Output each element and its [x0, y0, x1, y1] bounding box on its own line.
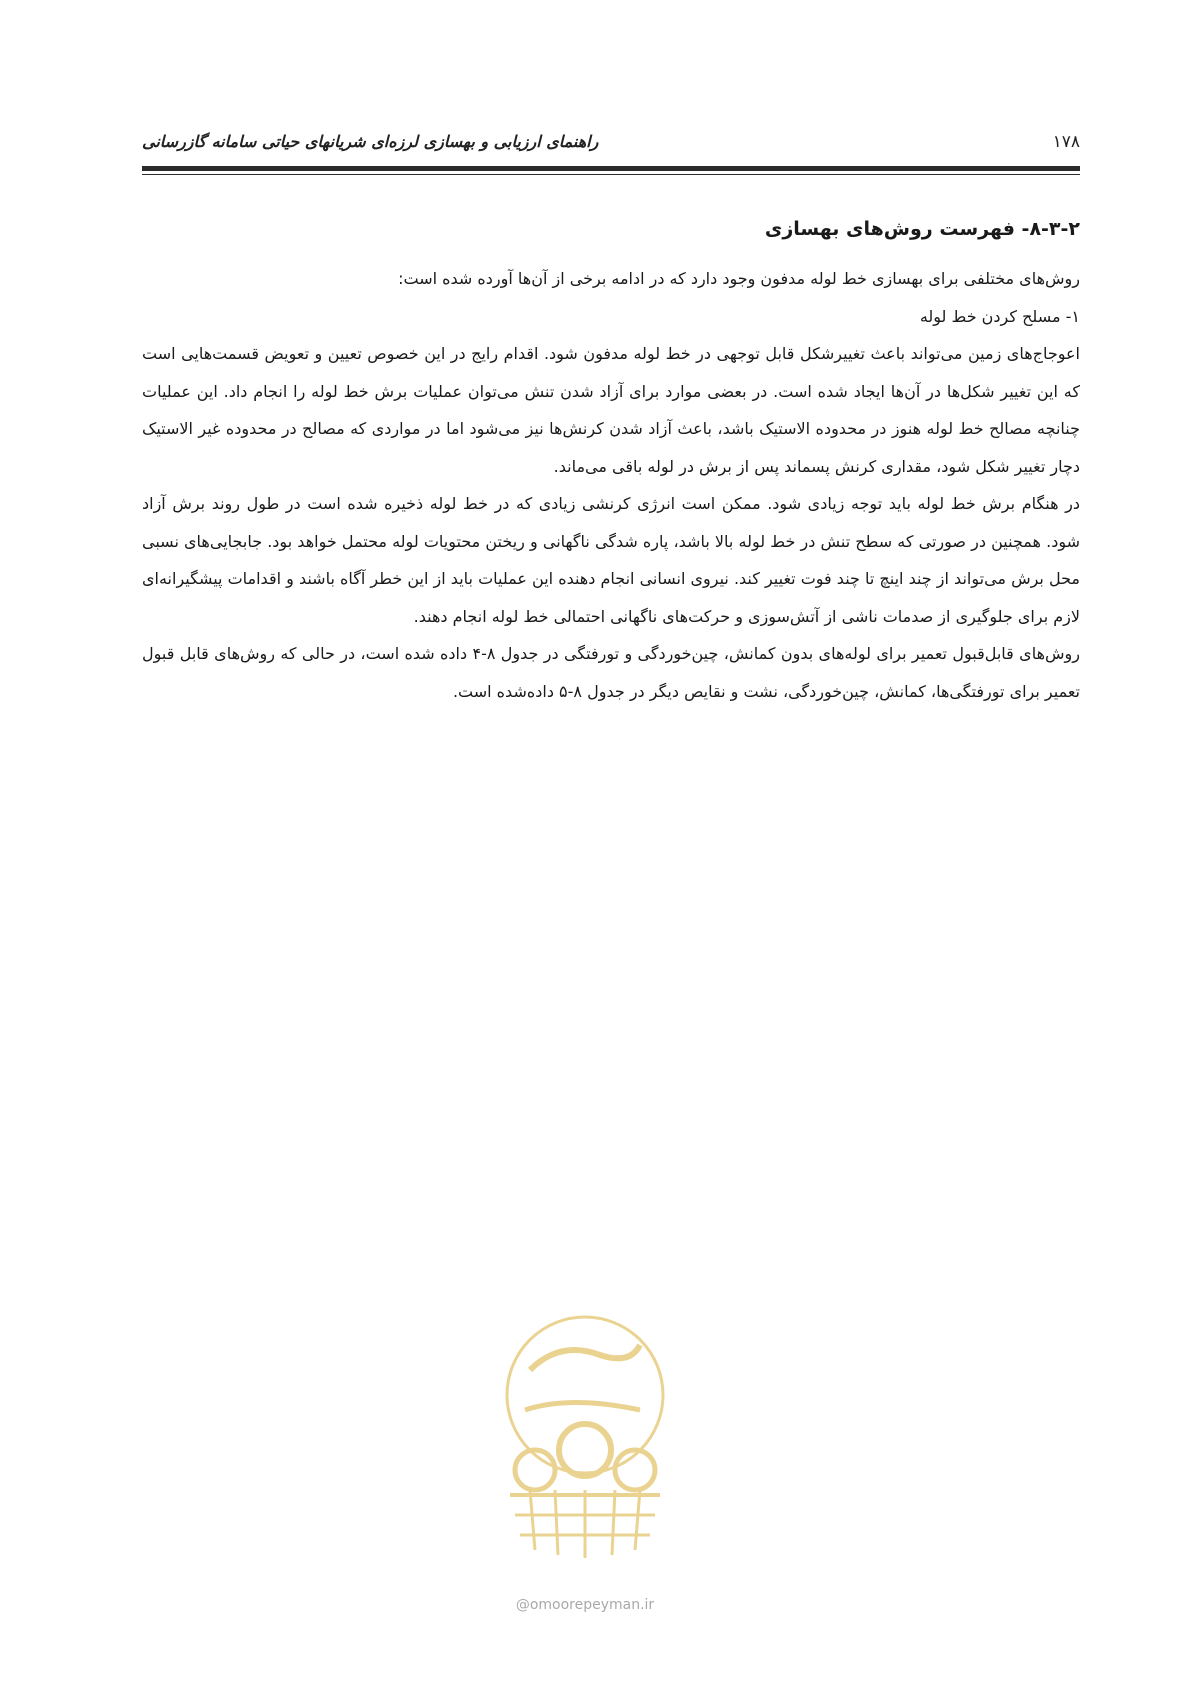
header-rule-thin — [142, 174, 1080, 175]
body-paragraph: در هنگام برش خط لوله باید توجه زیادی شود. ممکن است انرژی کرنشی زیادی که در خط لوله ذخیره شده است در طول روند برش آزاد شود. همچنین در صورتی که سطح تنش در خط لوله بالا باشد، پاره شدگی ناگهانی و ریختن محتویات لوله محتمل خواهد بود. جابجایی‌های نسبی محل برش می‌تواند از چند اینچ تا چند فوت تغییر کند. نیروی انسانی انجام دهنده این عملیات باید از این خطر آگاه باشند و اقدامات پیشگیرانه‌ای لازم برای جلوگیری از صدمات ناشی از آتش‌سوزی و حرکت‌های ناگهانی احتمالی خط لوله انجام دهند. — [142, 494, 1080, 626]
running-title: راهنمای ارزیابی و بهسازی لرزه‌ای شریانهای حیاتی سامانه گازرسانی — [142, 132, 599, 151]
intro-paragraph: روش‌های مختلفی برای بهسازی خط لوله مدفون وجود دارد که در ادامه برخی از آن‌ها آورده شده است: — [398, 269, 1080, 288]
running-header — [142, 128, 1080, 158]
list-item: ۱- مسلح کردن خط لوله — [919, 306, 1080, 326]
at-icon: @ — [515, 1597, 530, 1613]
watermark-caption: @omoorepeyman.ir — [515, 1597, 655, 1613]
body-paragraph: اعوجاج‌های زمین می‌تواند باعث تغییرشکل قابل توجهی در خط لوله مدفون شود. اقدام رایج در این خصوص تعیین و تعویض قسمت‌هایی است که این تغییر شکل‌ها در آن‌ها ایجاد شده است. در بعضی موارد برای آزاد شدن تنش می‌توان عملیات برش خط لوله را انجام داد. این عملیات چنانچه مصالح خط لوله هنوز در محدوده الاستیک باشد، باعث آزاد شدن کرنش‌ها نیز می‌شود اما در مواردی که مصالح در محدوده غیر الاستیک دچار تغییر شکل شود، مقداری کرنش پسماند پس از برش در لوله باقی می‌ماند. — [142, 344, 1080, 476]
watermark-logo-svg — [490, 1300, 680, 1590]
header-rule — [142, 166, 1080, 171]
section-heading: ۸-۳-۲- فهرست روش‌های بهسازی — [764, 218, 1080, 240]
page-number: ۱۷۸ — [1052, 132, 1080, 152]
page-body — [142, 212, 1080, 710]
omoorepeyman-logo-icon — [490, 1300, 680, 1590]
body-paragraph: روش‌های قابل‌قبول تعمیر برای لوله‌های بدون کمانش، چین‌خوردگی و تورفتگی در جدول ۸-۴ داده شده است، در حالی که روش‌های قابل قبول تعمیر برای تورفتگی‌ها، کمانش، چین‌خوردگی، نشت و نقایص دیگر در جدول ۸-۵ داده‌شده است. — [142, 644, 1080, 701]
